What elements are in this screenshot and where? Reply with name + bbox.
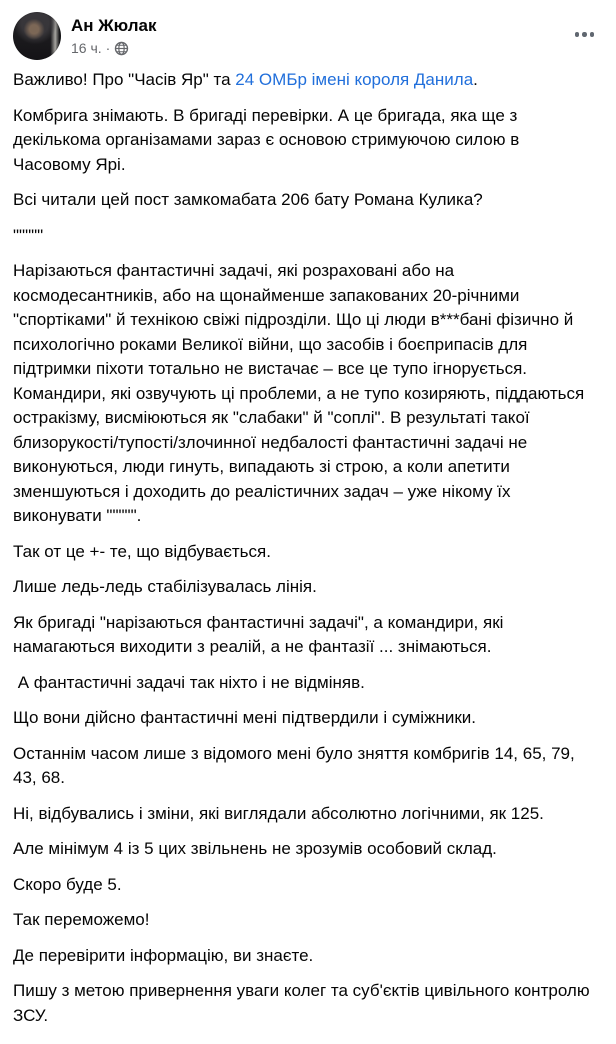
post-paragraph: Що вони дійсно фантастичні мені підтвердили і суміжники. — [13, 708, 477, 727]
avatar[interactable] — [13, 12, 61, 60]
post-paragraph: Ні, відбувались і зміни, які виглядали абсолютно логічними, як 125. — [13, 803, 544, 823]
post-header — [0, 0, 616, 64]
unit-page-link[interactable]: 24 ОМБр імені короля Данила — [235, 70, 474, 89]
post-menu-button[interactable] — [571, 24, 599, 45]
post-paragraph: Так от це +- те, що відбувається. — [13, 541, 271, 561]
meta-separator: · — [105, 40, 111, 56]
post-paragraph: Комбрига знімають. В бригаді перевірки. А це бригада, яка ще з декількома організамами зараз є основою стримуючою силою в Часовому Ярі. — [13, 105, 524, 174]
post-paragraph: Але мінімум 4 із 5 цих звільнень не зрозумів особовий склад. — [13, 839, 497, 858]
post-paragraph: Пишу з метою привернення уваги колег та суб'єктів цивільного контролю ЗСУ. — [13, 981, 595, 1025]
post-paragraph: Де перевірити інформацію, ви знаєте. — [13, 945, 314, 965]
post-paragraph: Останнім часом лише з відомого мені було зняття комбригів 14, 65, 79, 43, 68. — [13, 743, 580, 787]
post-paragraph: Всі читали цей пост замкомабата 206 бату Романа Кулика? — [13, 190, 483, 209]
post-header-text — [71, 12, 157, 57]
post-paragraph: Лише ледь-ледь стабілізувалась лінія. — [13, 577, 317, 596]
post-paragraphs — [13, 104, 598, 1029]
post-paragraph: Нарізаються фантастичні задачі, які розраховані або на космодесантників, або на щонайменше запакованих 20-річними "спортіками" й технікою свіжі підрозділи. Що ці люди в***бані фізично й психологічно роками Великої війни, що засобів і боєприпасів для підтримки піхоти тотально не вистачає – все це тупо ігнорується. Командири, які озвучують ці проблеми, а не тупо козиряють, піддаються остракізму, висміюються як "слабаки" й "соплі". В результаті такої близорукості/тупості/злочинної недбалості фантастичні задачі не виконуються, люди гинуть, випадають зі строю, а коли апетити зменшуються і доходить до реалістичних задач – уже нікому їх виконувати """"". — [13, 261, 589, 525]
timestamp[interactable]: 16 ч. — [71, 40, 102, 56]
intro-text-before-link: Важливо! Про "Часів Яр" та — [13, 70, 236, 89]
post-paragraph: Як бригаді "нарізаються фантастичні задачі", а командири, які намагаються виходити з реалій, а не фантазії ... знімаються. — [13, 612, 509, 656]
post-paragraph-intro — [13, 68, 598, 93]
author-name[interactable]: Ан Жюлак — [71, 16, 157, 35]
post-paragraph: Так переможемо! — [13, 910, 150, 929]
ellipsis-icon — [575, 32, 580, 37]
post-body — [0, 64, 616, 1044]
post-paragraph: А фантастичні задачі так ніхто і не відміняв. — [13, 672, 365, 692]
globe-icon — [114, 41, 129, 56]
ellipsis-icon — [590, 32, 595, 37]
ellipsis-icon — [582, 32, 587, 37]
post-paragraph: """"" — [13, 225, 44, 245]
intro-text-after-link: . — [473, 70, 478, 89]
post-paragraph: Скоро буде 5. — [13, 874, 122, 894]
post-meta — [71, 39, 157, 57]
